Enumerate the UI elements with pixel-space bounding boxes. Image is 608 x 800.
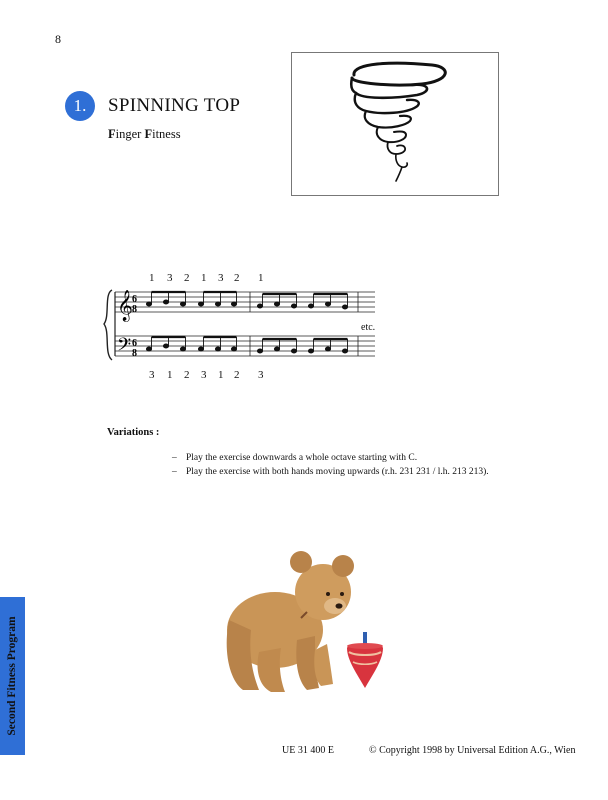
subtitle-initial-f-second: F [144,127,153,141]
side-tab-label: Second Fitness Program [6,616,18,736]
side-tab [0,597,25,755]
fingering-top-4: 1 [201,272,207,284]
fingering-bottom-1: 3 [149,369,155,381]
fingering-bottom-6: 2 [234,369,240,381]
catalog-number: UE 31 400 E [282,745,334,756]
time-signature-bottom-treble: 8 [132,304,137,315]
fingering-top-7: 1 [258,272,264,284]
fingering-top-3: 2 [184,272,190,284]
spinning-top-illustration [291,52,499,196]
page-number: 8 [55,32,61,46]
variation-dash-2: – [172,467,177,477]
subtitle-part-itness: itness [152,127,181,141]
fingering-top-1: 1 [149,272,155,284]
variation-item-2: Play the exercise with both hands moving upwards (r.h. 231 231 / l.h. 213 213). [186,467,489,477]
exercise-subtitle [108,127,181,142]
fingering-top-5: 3 [218,272,224,284]
fingering-top-6: 2 [234,272,240,284]
fingering-bottom-5: 1 [218,369,224,381]
variation-item-1: Play the exercise downwards a whole octave starting with C. [186,453,418,463]
brace-icon [104,290,112,360]
time-signature-top-bass: 6 [132,338,137,349]
spiral-icon [292,53,498,195]
exercise-title: SPINNING TOP [108,95,241,116]
copyright-line: © Copyright 1998 by Universal Edition A.G., Wien [369,745,576,756]
time-signature-top-treble: 6 [132,294,137,305]
fingering-top-2: 3 [167,272,173,284]
spinning-top-toy-icon [347,632,383,688]
exercise-number-badge: 1. [65,91,95,121]
subtitle-initial-f: F [108,127,116,141]
fingering-bottom-4: 3 [201,369,207,381]
treble-clef-icon: 𝄞 [117,290,133,321]
time-signature-bottom-bass: 8 [132,348,137,359]
variation-dash-1: – [172,453,177,463]
bass-clef-icon: 𝄢 [117,335,132,360]
etc-label: etc. [361,322,376,333]
teddy-bear-illustration [215,540,405,700]
music-score [100,280,390,370]
subtitle-part-inger: inger [115,127,145,141]
fingering-bottom-2: 1 [167,369,173,381]
variations-heading: Variations : [107,427,160,438]
fingering-bottom-3: 2 [184,369,190,381]
fingering-bottom-7: 3 [258,369,264,381]
teddy-bear-icon [227,551,354,692]
